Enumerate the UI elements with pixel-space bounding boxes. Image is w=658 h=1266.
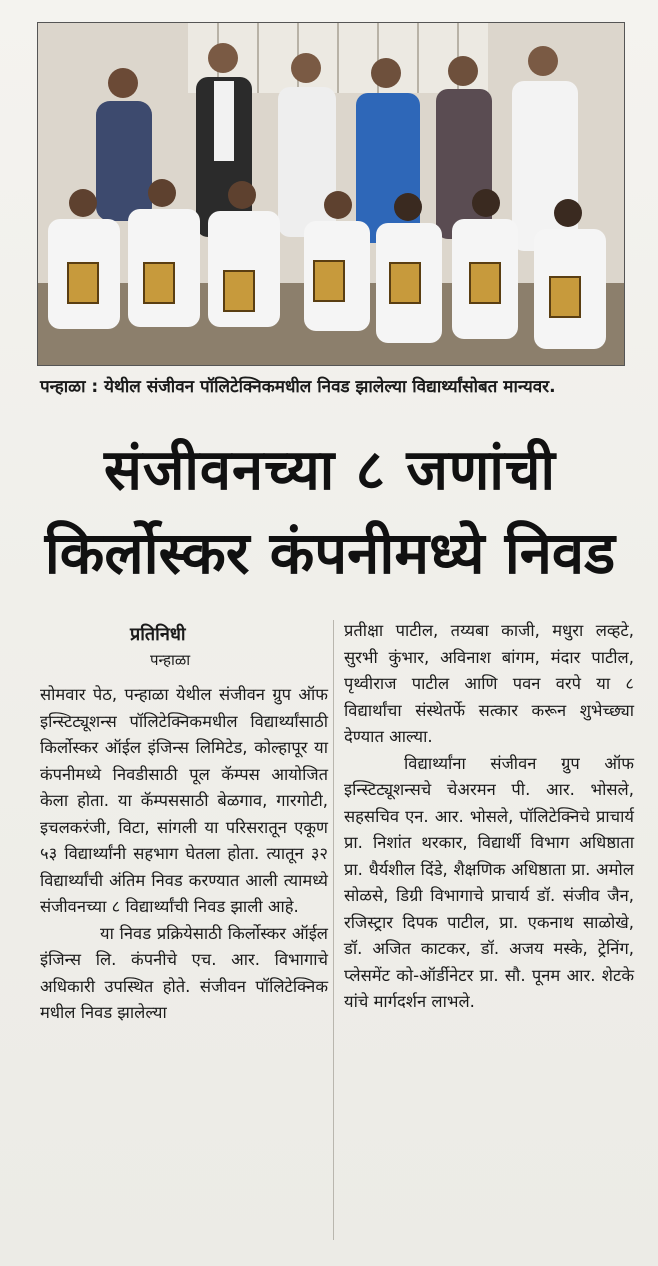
article-column-right [344,618,634,1016]
column-divider [333,620,334,1240]
group-photo-illustration [38,23,624,365]
group-photo [37,22,625,366]
article-column-left [40,682,328,1027]
headline-line-1: संजीवनच्या ८ जणांची [103,438,556,503]
byline: प्रतिनिधी [130,624,186,645]
headline [20,436,640,590]
photo-caption: पन्हाळा : येथील संजीवन पॉलिटेक्निकमधील निवड झालेल्या विद्यार्थ्यांसोबत मान्यवर. [40,377,556,397]
left-paragraph-2: या निवड प्रक्रियेसाठी किर्लोस्कर ऑईल इंजिन्स लि. कंपनीचे एच. आर. विभागाचे अधिकारी उपस्थित होते. संजीवन पॉलिटेक्निक मधील निवड झालेल्या [40,923,328,1022]
dateline: पन्हाळा [150,651,191,669]
left-paragraph-1: सोमवार पेठ, पन्हाळा येथील संजीवन ग्रुप ऑफ इन्स्टिट्यूशन्स पॉलिटेक्निकमधील विद्यार्थ्यांसाठी किर्लोस्कर ऑईल इंजिन्स लिमिटेड, कोल्हापूर या कंपनीमध्ये निवडीसाठी पूल कॅम्पस आयोजित केला होता. या कॅम्पससाठी बेळगाव, गारगोटी, इचलकरंजी, विटा, सांगली या परिसरातून एकूण ५३ विद्यार्थ्यांनी सहभाग घेतला होता. त्यातून ३२ विद्यार्थ्यांची अंतिम निवड करण्यात आली त्यामध्ये संजीवनच्या ८ विद्यार्थ्यांची निवड झाली आहे. [40,685,328,916]
right-paragraph-2: विद्यार्थ्यांना संजीवन ग्रुप ऑफ इन्स्टिट्यूशन्सचे चेअरमन पी. आर. भोसले, सहसचिव एन. आर. भोसले, पॉलिटेक्निचे प्राचार्य प्रा. निशांत थरकार, विद्यार्थी विभाग अधिष्ठाता प्रा. धैर्यशील दिंडे, शैक्षणिक अधिष्ठाता प्रा. अमोल सोळसे, डिग्री विभागाचे प्राचार्य डॉ. संजीव जैन, रजिस्ट्रार दिपक पाटील, प्रा. एकनाथ साळोखे, डॉ. अजित काटकर, डॉ. अजय मस्के, ट्रेनिंग, प्लेसमेंट को-ऑर्डीनेटर प्रा. सौ. पूनम आर. शेटके यांचे मार्गदर्शन लाभले. [344,753,634,1011]
right-paragraph-1: प्रतीक्षा पाटील, तय्यबा काजी, मधुरा लव्हटे, सुरभी कुंभार, अविनाश बांगम, मंदार पाटील, पृथ्वीराज पाटील आणि पवन वरपे या ८ विद्यार्थांचा संस्थेतर्फे सत्कार करून शुभेच्छ्या देण्यात आल्या. [344,621,634,746]
headline-line-2: किर्लोस्कर कंपनीमध्ये निवड [44,519,616,587]
